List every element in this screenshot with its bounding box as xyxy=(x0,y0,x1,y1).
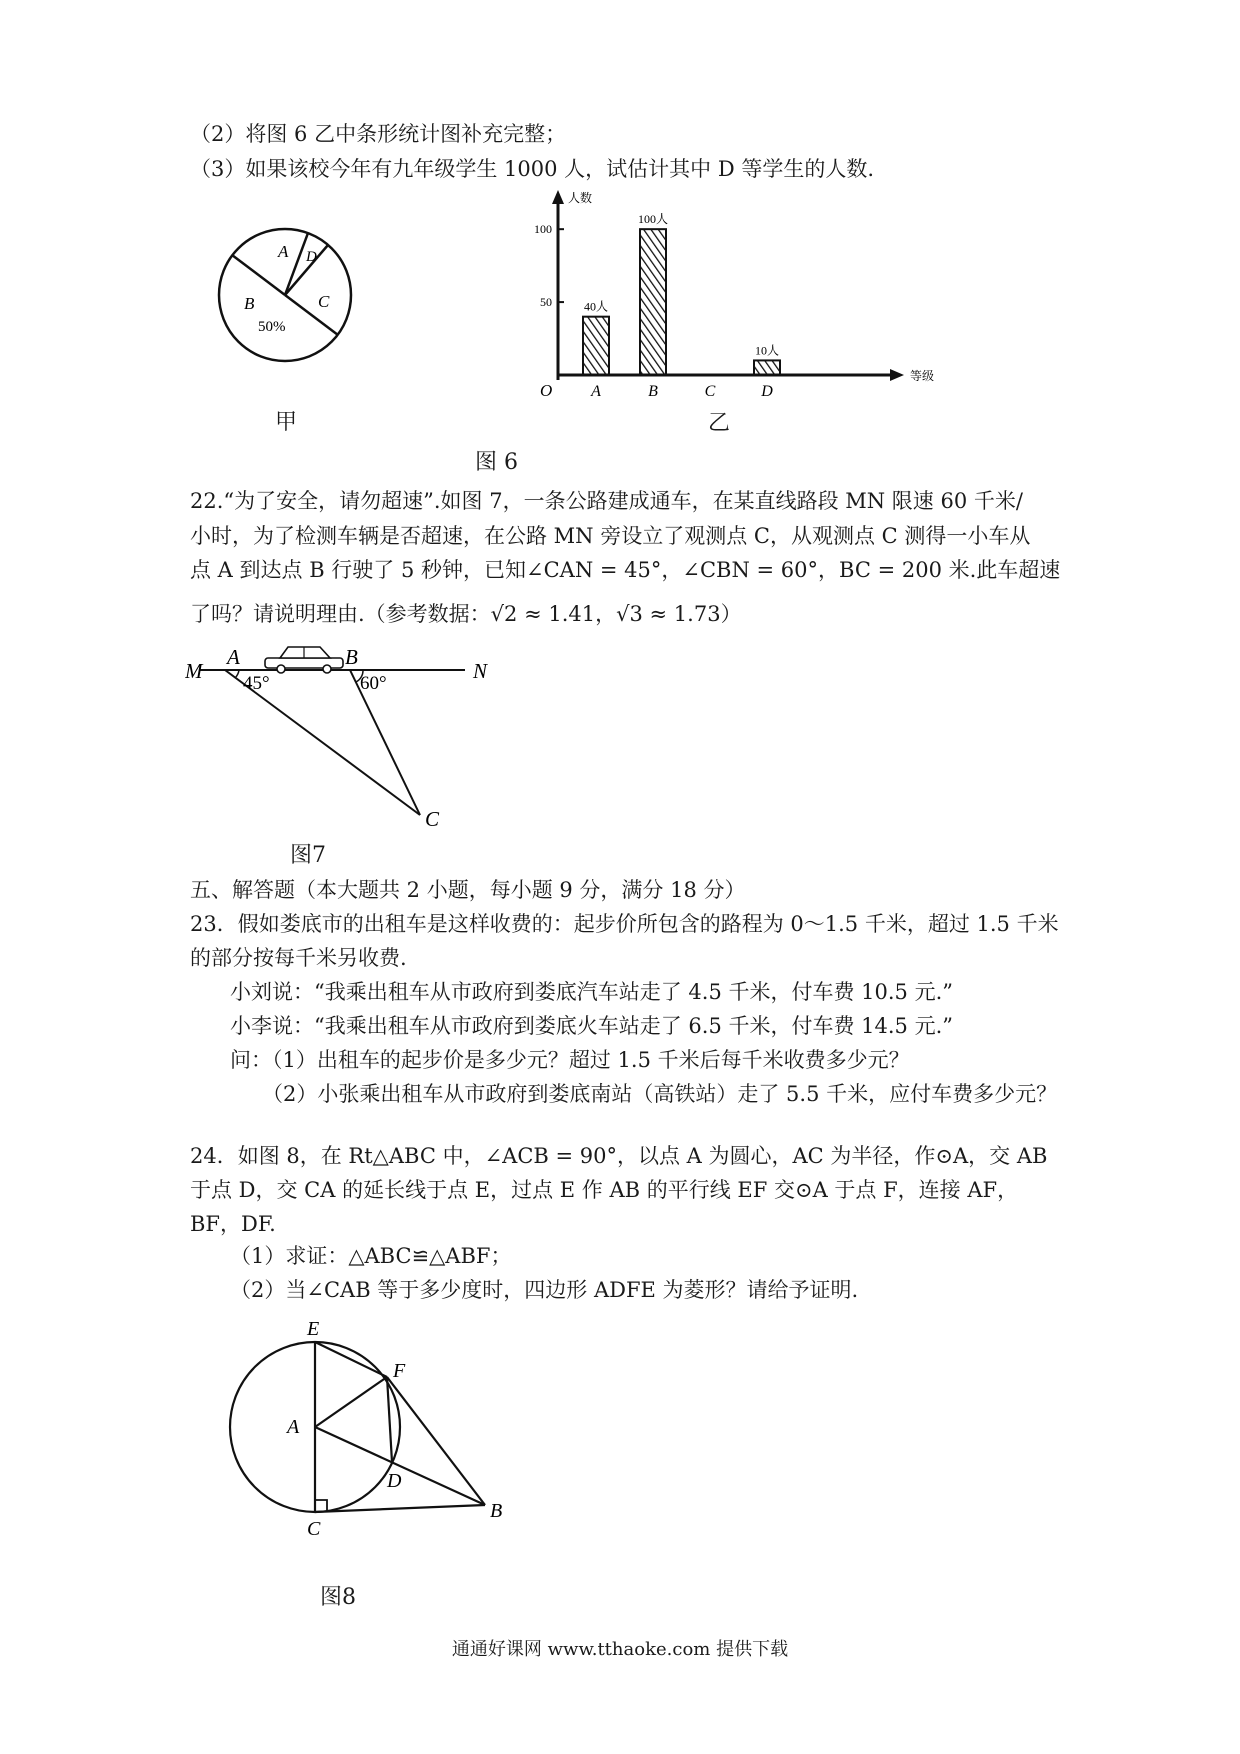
x-tick-label-d: D xyxy=(761,383,773,400)
q24-line4: （1）求证：△ABC≌△ABF； xyxy=(230,1244,512,1268)
section-5-heading: 五、解答题（本大题共 2 小题，每小题 9 分，满分 18 分） xyxy=(190,878,746,902)
point-a-label-fig8: A xyxy=(287,1416,300,1438)
q23-line4: 小李说：“我乘出租车从市政府到娄底火车站走了 6.5 千米，付车费 14.5 元.” xyxy=(230,1014,954,1038)
bar-b xyxy=(640,229,666,375)
angle-b-label: 60° xyxy=(360,673,387,694)
line-fb xyxy=(387,1377,485,1505)
pie-chart-jia xyxy=(210,225,360,425)
q21-part2: （2）将图 6 乙中条形统计图补充完整； xyxy=(190,122,567,146)
q23-line2: 的部分按每千米另收费. xyxy=(190,946,407,970)
line-ef xyxy=(315,1342,387,1377)
q22-line4: 了吗？请说明理由.（参考数据：√2 ≈ 1.41，√3 ≈ 1.73） xyxy=(190,602,742,626)
q24-line5: （2）当∠CAB 等于多少度时，四边形 ADFE 为菱形？请给予证明. xyxy=(230,1278,859,1302)
point-c-label: C xyxy=(425,807,440,831)
q24-line3: BF，DF. xyxy=(190,1212,276,1236)
origin-label: O xyxy=(540,381,553,400)
bar-a xyxy=(583,317,609,375)
bar-data-label-b: 100人 xyxy=(637,212,669,227)
point-m-label: M xyxy=(185,659,203,683)
bar-d xyxy=(754,360,780,375)
q24-line2: 于点 D，交 CA 的延长线于点 E，过点 E 作 AB 的平行线 EF 交⊙A 于点 F，连接 AF， xyxy=(190,1178,1019,1202)
y-axis-arrow xyxy=(552,190,564,204)
footer-text: 通通好课网 www.tthaoke.com 提供下载 xyxy=(451,1639,789,1660)
point-f-label: F xyxy=(393,1360,406,1382)
bar-data-label-d: 10人 xyxy=(754,343,780,358)
bar-data-label-a: 40人 xyxy=(583,299,609,314)
figure-7-label: 图7 xyxy=(290,843,326,868)
pie-divider-ab xyxy=(232,255,285,295)
q22-line2: 小时，为了检测车辆是否超速，在公路 MN 旁设立了观测点 C，从观测点 C 测得一小车从 xyxy=(190,524,1031,548)
pie-label-c: C xyxy=(318,292,330,311)
q23-line3: 小刘说：“我乘出租车从市政府到娄底汽车站走了 4.5 千米，付车费 10.5 元.” xyxy=(230,980,954,1004)
figure-6-label: 图 6 xyxy=(475,450,518,475)
point-a-label: A xyxy=(227,645,240,669)
pie-label-d: D xyxy=(306,249,317,265)
y-axis-label: 人数 xyxy=(568,191,593,205)
point-n-label: N xyxy=(473,659,488,683)
figure-7-diagram xyxy=(185,640,505,840)
bar-chart-yi xyxy=(520,190,940,430)
point-b-label: B xyxy=(345,645,358,669)
y-tick-label: 50 xyxy=(540,295,552,310)
pie-divider-ad xyxy=(285,233,308,295)
q22-line1: 22.“为了安全，请勿超速”.如图 7，一条公路建成通车，在某直线路段 MN 限速 60 千米/ xyxy=(190,489,1023,513)
x-tick-label-a: A xyxy=(591,383,601,400)
right-angle-mark xyxy=(315,1500,327,1512)
figure-8-label: 图8 xyxy=(320,1585,356,1610)
q23-line1: 23．假如娄底市的出租车是这样收费的：起步价所包含的路程为 0～1.5 千米，超过 1.5 千米 xyxy=(190,912,1059,936)
line-af xyxy=(315,1377,387,1427)
point-b-label-fig8: B xyxy=(490,1500,503,1522)
pie-label-b-percent: 50% xyxy=(258,319,286,335)
x-axis-label: 等级 xyxy=(910,369,935,383)
pie-divider-bc xyxy=(285,295,338,335)
q23-line5: 问：（1）出租车的起步价是多少元？超过 1.5 千米后每千米收费多少元？ xyxy=(230,1048,910,1072)
pie-label-a: A xyxy=(278,242,289,261)
pie-label-b: B xyxy=(244,294,255,313)
bar-caption: 乙 xyxy=(708,411,731,436)
q21-part3: （3）如果该校今年有九年级学生 1000 人，试估计其中 D 等学生的人数. xyxy=(190,157,875,181)
pie-caption: 甲 xyxy=(275,410,298,435)
q22-line3: 点 A 到达点 B 行驶了 5 秒钟，已知∠CAN = 45°，∠CBN = 60°，BC = 200 米.此车超速 xyxy=(190,558,1061,582)
q24-line1: 24．如图 8，在 Rt△ABC 中，∠ACB = 90°，以点 A 为圆心，AC 为半径，作⊙A，交 AB xyxy=(190,1144,1048,1168)
x-tick-label-b: B xyxy=(648,383,658,400)
y-tick-label: 100 xyxy=(534,222,552,237)
angle-arc-a xyxy=(235,670,239,678)
figure-8-diagram xyxy=(215,1305,535,1540)
point-c-label-fig8: C xyxy=(307,1518,321,1540)
angle-a-label: 45° xyxy=(243,673,270,694)
q23-line6: （2）小张乘出租车从市政府到娄底南站（高铁站）走了 5.5 千米，应付车费多少元？ xyxy=(262,1082,1058,1106)
point-d-label: D xyxy=(387,1470,402,1492)
x-tick-label-c: C xyxy=(704,383,716,400)
x-axis-arrow xyxy=(890,369,904,381)
point-e-label: E xyxy=(307,1318,320,1340)
